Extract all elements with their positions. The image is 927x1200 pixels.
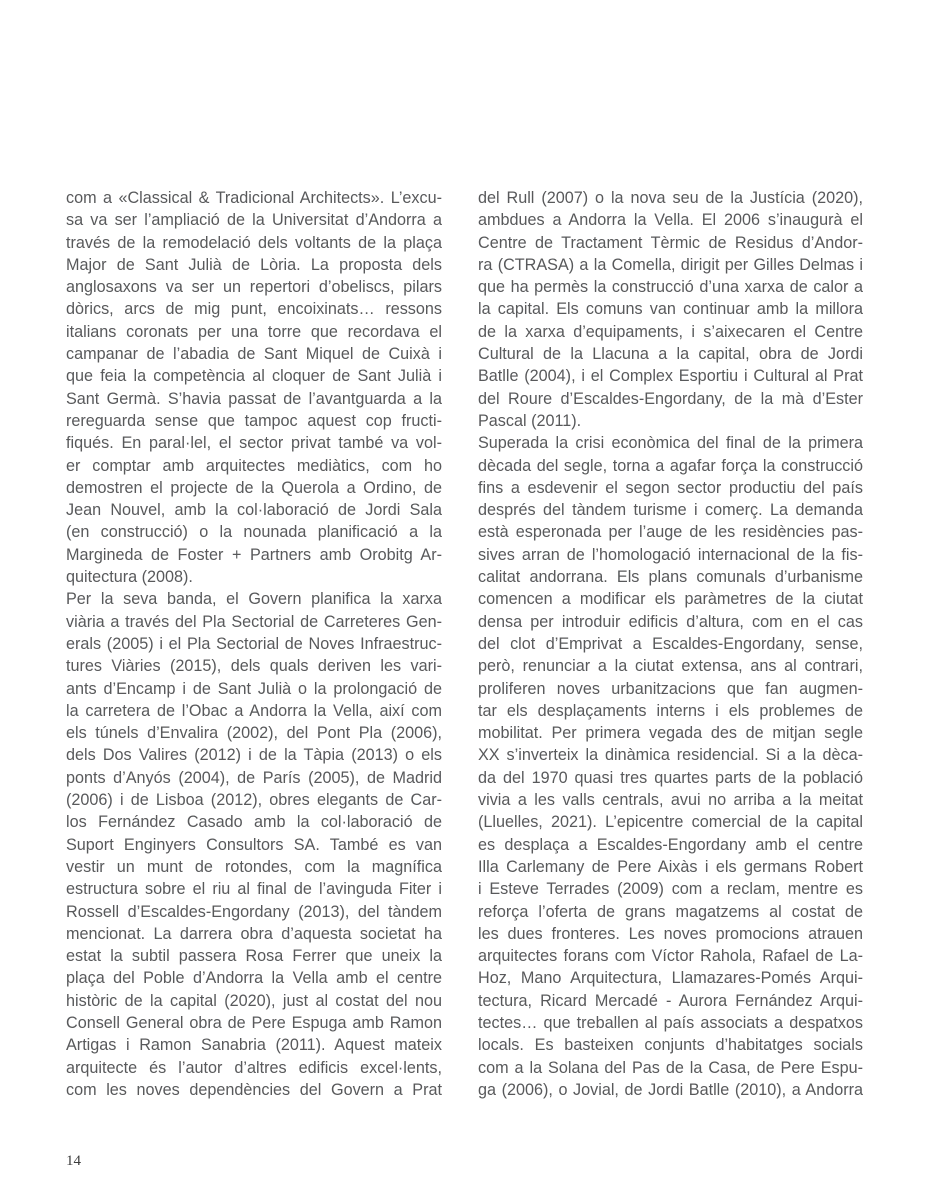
text-line: fins a esdevenir el segon sector productiu del país xyxy=(478,478,863,497)
text-line: Pascal (2011). xyxy=(478,411,582,430)
text-line: Rossell d’Escaldes-Engordany (2013), del tàndem xyxy=(66,902,442,921)
text-line: italians coronats per una torre que recordava el xyxy=(66,322,442,341)
text-line: els túnels d’Envalira (2002), del Pont Pla (2006), xyxy=(66,724,442,743)
text-line: Per la seva banda, el Govern planifica la xarxa xyxy=(66,590,442,609)
text-line: Artigas i Ramon Sanabria (2011). Aquest mateix xyxy=(66,1036,442,1055)
text-line: com a la Solana del Pas de la Casa, de Pere Espu- xyxy=(478,1058,863,1077)
text-line: sives arran de l’homologació internacional de la fis- xyxy=(478,545,863,564)
text-line: Batlle (2004), i el Complex Esportiu i Cultural al Prat xyxy=(478,367,863,386)
text-line: Suport Enginyers Consultors SA. També es van xyxy=(66,835,442,854)
text-line: com a «Classical & Tradicional Architects». L’excu- xyxy=(66,189,442,207)
text-line: Margineda de Foster + Partners amb Orobitg Ar- xyxy=(66,545,442,564)
text-line: XX s’inverteix la dinàmica residencial. Si a la dèca- xyxy=(478,746,863,765)
text-line: ants d’Encamp i de Sant Julià o la prolongació de xyxy=(66,679,442,698)
text-line: plaça del Poble d’Andorra la Vella amb el centre xyxy=(66,969,442,988)
text-line: estructura sobre el riu al final de l’avinguda Fiter i xyxy=(66,880,442,899)
text-line: Hoz, Mano Arquitectura, Llamazares-Pomés Arqui- xyxy=(478,969,863,988)
text-line: viària a través del Pla Sectorial de Carreteres Gen- xyxy=(66,612,442,631)
text-line: està esperonada per l’auge de les residències pas- xyxy=(478,523,863,542)
text-line: mencionat. La darrera obra d’aquesta societat ha xyxy=(66,924,442,943)
text-line: tectura, Ricard Mercadé - Aurora Fernández Arqui- xyxy=(478,991,863,1010)
text-line: da del 1970 quasi tres quartes parts de la població xyxy=(478,768,863,787)
page-number: 14 xyxy=(66,1153,81,1169)
text-line: ga (2006), o Jovial, de Jordi Batlle (2010), a Andorra xyxy=(478,1080,863,1099)
text-line: erals (2005) i el Pla Sectorial de Noves Infraestruc- xyxy=(66,634,442,653)
text-line: campanar de l’abadia de Sant Miquel de Cuixà i xyxy=(66,345,442,364)
text-line: (Lluelles, 2021). L’epicentre comercial de la capital xyxy=(478,813,863,832)
text-line: del Roure d’Escaldes-Engordany, de la mà d’Ester xyxy=(478,389,863,408)
text-line: dels Dos Valires (2012) i de la Tàpia (2013) o els xyxy=(66,746,442,765)
text-line: demostren el projecte de la Querola a Ordino, de xyxy=(66,478,442,497)
text-line: er comptar amb arquitectes mediàtics, com ho xyxy=(66,456,442,475)
text-line: Illa Carlemany de Pere Aixàs i els germans Robert xyxy=(478,857,863,876)
text-line: la capital. Els comuns van continuar amb la millora xyxy=(478,300,863,319)
text-line: quitectura (2008). xyxy=(66,568,193,587)
text-line: Cultural de la Llacuna a la capital, obra de Jordi xyxy=(478,345,863,364)
text-line: Sant Germà. S’havia passat de l’avantguarda a la xyxy=(66,389,442,408)
text-line: del Rull (2007) o la nova seu de la Justícia (2020), xyxy=(478,189,863,207)
text-line: fiqués. En paral·lel, el sector privat també va vol- xyxy=(66,434,442,453)
text-line: Consell General obra de Pere Espuga amb Ramon xyxy=(66,1013,442,1032)
text-line: que ha permès la construcció d’una xarxa de calor a xyxy=(478,278,863,297)
text-line: Superada la crisi econòmica del final de la primera xyxy=(478,434,863,453)
text-line: arquitecte és l’autor d’altres edificis excel·lents, xyxy=(66,1058,442,1077)
text-line: de la xarxa d’equipaments, i s’aixecaren el Centre xyxy=(478,322,863,341)
text-line: estat la subtil passera Rosa Ferrer que uneix la xyxy=(66,947,442,966)
text-line: ambdues a Andorra la Vella. El 2006 s’inaugurà el xyxy=(478,211,863,230)
text-line: calitat andorrana. Els plans comunals d’urbanisme xyxy=(478,568,863,587)
text-line: després del tàndem turisme i comerç. La demanda xyxy=(478,501,863,520)
text-line: històric de la capital (2020), just al costat del nou xyxy=(66,991,442,1010)
text-line: del clot d’Emprivat a Escaldes-Engordany, sense, xyxy=(478,634,863,653)
text-line: vivia a les valls centrals, avui no arriba a la meitat xyxy=(478,791,863,810)
text-line: com les noves dependències del Govern a Prat xyxy=(66,1080,442,1099)
text-line: través de la remodelació dels voltants de la plaça xyxy=(66,233,442,252)
text-column-left xyxy=(66,187,442,1101)
text-line: es desplaça a Escaldes-Engordany amb el centre xyxy=(478,835,863,854)
text-line: les dues fronteres. Les noves promocions atrauen xyxy=(478,924,863,943)
text-line: Major de Sant Julià de Lòria. La proposta dels xyxy=(66,255,442,274)
text-line: anglosaxons va ser un repertori d’obeliscs, pilars xyxy=(66,278,442,297)
text-line: (en construcció) o la nounada planificació a la xyxy=(66,523,442,542)
text-line: densa per introduir edificis d’altura, com en el cas xyxy=(478,612,863,631)
text-line: proliferen noves urbanitzacions que fan augmen- xyxy=(478,679,863,698)
text-line: locals. Es basteixen conjunts d’habitatges socials xyxy=(478,1036,863,1055)
text-line: tar els desplaçaments interns i els problemes de xyxy=(478,701,863,720)
text-line: que feia la competència al cloquer de Sant Julià i xyxy=(66,367,442,386)
text-line: reforça l’oferta de grans magatzems al costat de xyxy=(478,902,863,921)
text-line: dòrics, arcs de mig punt, encoixinats… ressons xyxy=(66,300,442,319)
text-line: ra (CTRASA) a la Comella, dirigit per Gilles Delmas i xyxy=(478,255,863,274)
text-line: tectes… que treballen al país associats a despatxos xyxy=(478,1013,863,1032)
text-column-right xyxy=(478,187,863,1101)
text-line: (2006) i de Lisboa (2012), obres elegants de Car- xyxy=(66,791,442,810)
text-line: vestir un munt de rotondes, com la magnífica xyxy=(66,857,442,876)
text-line: però, renunciar a la ciutat extensa, ans al contrari, xyxy=(478,657,863,676)
text-line: mobilitat. Per primera vegada des de mitjan segle xyxy=(478,724,863,743)
text-line: comencen a modificar els paràmetres de la ciutat xyxy=(478,590,863,609)
text-line: arquitectes forans com Víctor Rahola, Rafael de La- xyxy=(478,947,863,966)
text-line: Centre de Tractament Tèrmic de Residus d’Andor- xyxy=(478,233,863,252)
text-line: i Esteve Terrades (2009) com a reclam, mentre es xyxy=(478,880,863,899)
text-line: tures Viàries (2015), dels quals deriven les vari- xyxy=(66,657,442,676)
text-line: ponts d’Anyós (2004), de París (2005), de Madrid xyxy=(66,768,442,787)
text-line: Jean Nouvel, amb la col·laboració de Jordi Sala xyxy=(66,501,442,520)
text-line: rereguarda sense que tampoc aquest cop fructi- xyxy=(66,411,442,430)
text-line: los Fernández Casado amb la col·laboració de xyxy=(66,813,442,832)
text-line: sa va ser l’ampliació de la Universitat d’Andorra a xyxy=(66,211,442,230)
text-line: dècada del segle, torna a agafar força la construcció xyxy=(478,456,863,475)
text-line: la carretera de l’Obac a Andorra la Vella, així com xyxy=(66,701,442,720)
